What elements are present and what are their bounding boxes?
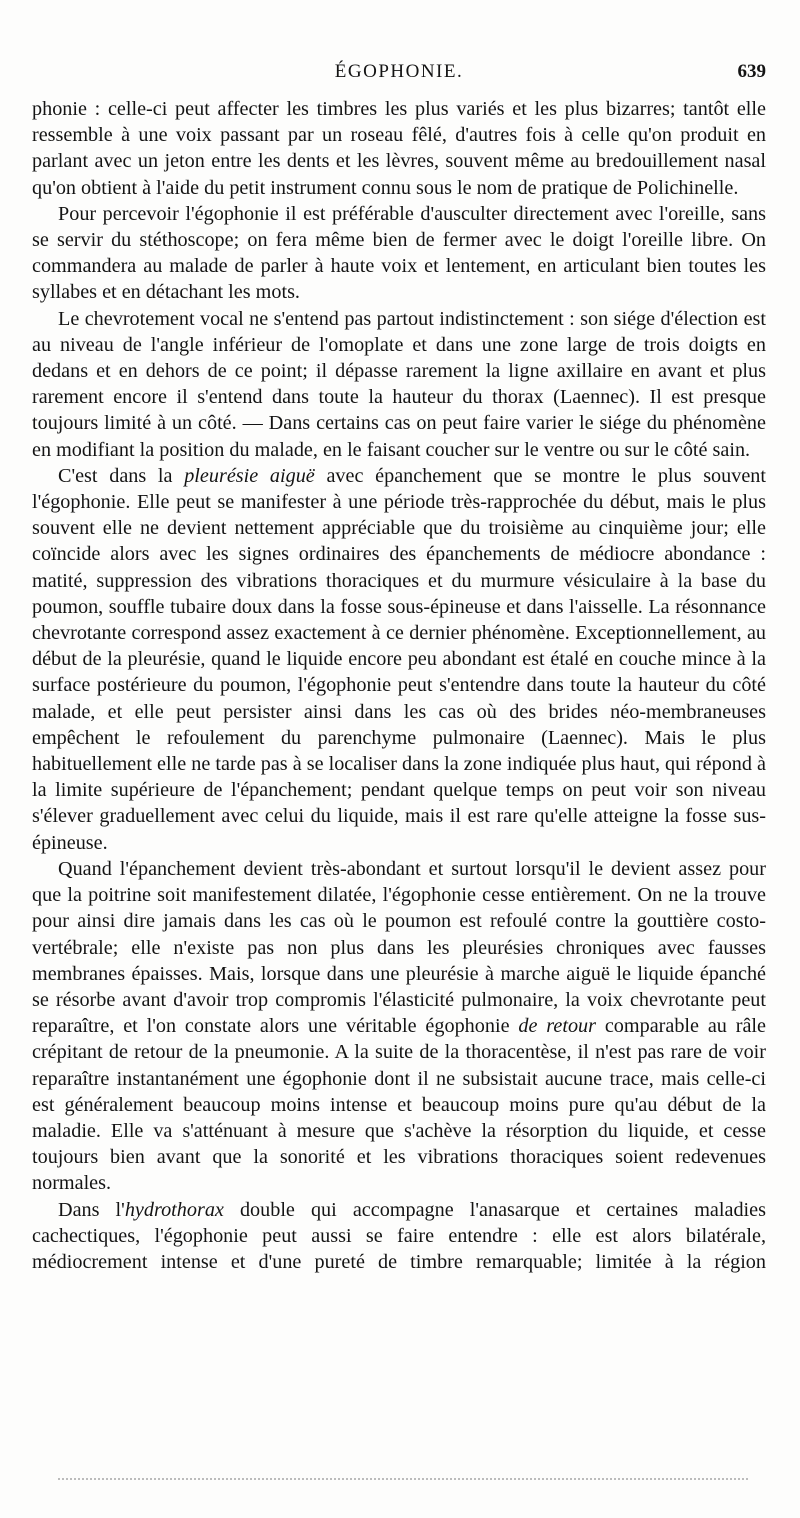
paragraph-1-text: phonie : celle-ci peut affecter les timbres les plus variés et les plus bizarres; tantôt elle ressemble à une voix passant par un roseau fêlé, d'autres fois à celle qu'on produit en parlant avec un jeton entre les dents et les lèvres, souvent même au bredouillement nasal qu'on obtient à l'aide du petit instrument connu sous le nom de pratique de Polichinelle. <box>32 98 766 199</box>
footer-dotted-rule <box>58 1478 748 1482</box>
page-number: 639 <box>737 61 766 82</box>
paragraph-1 <box>32 96 766 201</box>
paragraph-2-text: Pour percevoir l'égophonie il est préférable d'ausculter directement avec l'oreille, sans se servir du stéthoscope; on fera même bien de fermer avec le doigt l'oreille libre. On commandera au malade de parler à haute voix et lentement, en articulant bien toutes les syllabes et en détachant les mots. <box>32 202 766 304</box>
paragraph-6-text-b: double qui accompagne l'anasarque et certaines maladies cachectiques, l'égophonie peut aussi se faire entendre : elle est alors bilatérale, médiocrement intense et d'une pureté de timbre remarquable; limitée à la région <box>32 1198 766 1273</box>
text-body <box>32 96 766 1275</box>
paragraph-3 <box>32 306 766 463</box>
running-title: ÉGOPHONIE. <box>334 61 464 82</box>
running-head <box>32 58 766 86</box>
paragraph-5-text-b: comparable au râle crépitant de retour de la pneumonie. A la suite de la thoracentèse, il n'est pas rare de voir reparaître instantanément une égophonie dont il ne subsistait aucune trace, mais celle-ci est généralement beaucoup moins intense et beaucoup moins pure qu'au début de la maladie. Elle va s'atténuant à mesure que s'achève la résorption du liquide, et cesse toujours bien avant que la sonorité et les vibrations thoraciques soient redevenues normales. <box>32 1015 766 1195</box>
paragraph-4-text-b: avec épanchement que se montre le plus souvent l'égophonie. Elle peut se manifester à une période très-rapprochée du début, mais le plus souvent elle ne devient nettement appréciable que du troisième au cinquième jour; elle coïncide alors avec les signes ordinaires des épanchements de médiocre abondance : matité, suppression des vibrations thoraciques et du murmure vésiculaire à la base du poumon, souffle tubaire doux dans la fosse sous-épineuse et dans l'aisselle. La résonnance chevrotante correspond assez exactement à ce dernier phénomène. Exceptionnellement, au début de la pleurésie, quand le liquide encore peu abondant est étalé en couche mince à la surface postérieure du poumon, l'égophonie peut s'entendre dans toute la hauteur du côté malade, et elle peut persister ainsi dans les cas où des brides néo-membraneuses empêchent le refoulement du parenchyme pulmonaire (Laennec). Mais le plus habituellement elle ne tarde pas à se localiser dans la zone indiquée plus haut, qui répond à la limite supérieure de l'épanchement; pendant quelque temps on peut voir son niveau s'élever graduellement avec celui du liquide, mais il est rare qu'elle atteigne la fosse sus-épineuse. <box>32 464 766 854</box>
paragraph-4-text-a: C'est dans la <box>58 464 185 487</box>
paragraph-4 <box>32 463 766 856</box>
paragraph-5-text-a: Quand l'épanchement devient très-abondant et surtout lorsqu'il le devient assez pour que la poitrine soit manifestement dilatée, l'égophonie cesse entièrement. On ne la trouve pour ainsi dire jamais dans les cas où le poumon est refoulé contre la gouttière costo-vertébrale; elle n'existe pas non plus dans les pleurésies chroniques avec fausses membranes épaisses. Mais, lorsque dans une pleurésie à marche aiguë le liquide épanché se résorbe avant d'avoir trop compromis l'élasticité pulmonaire, la voix chevrotante peut reparaître, et l'on constate alors une véritable égophonie <box>32 857 766 1038</box>
paragraph-5 <box>32 856 766 1197</box>
paragraph-3-text: Le chevrotement vocal ne s'entend pas partout indistinctement : son siége d'élection est au niveau de l'angle inférieur de l'omoplate et dans une zone large de trois doigts en dedans et en dehors de ce point; il dépasse rarement la ligne axillaire en avant et plus rarement encore il s'entend dans toute la hauteur du thorax (Laennec). Il est presque toujours limité à un côté. — Dans certains cas on peut faire varier le siége du phénomène en modifiant la position du malade, en le faisant coucher sur le ventre ou sur le côté sain. <box>32 307 766 461</box>
paragraph-2 <box>32 201 766 306</box>
paragraph-5-italic-term: de retour <box>518 1015 596 1038</box>
paragraph-6-text-a: Dans l' <box>58 1198 125 1221</box>
paragraph-6 <box>32 1197 766 1276</box>
paragraph-6-italic-term: hydrothorax <box>124 1198 224 1221</box>
paragraph-4-italic-term: pleurésie aiguë <box>184 464 315 487</box>
